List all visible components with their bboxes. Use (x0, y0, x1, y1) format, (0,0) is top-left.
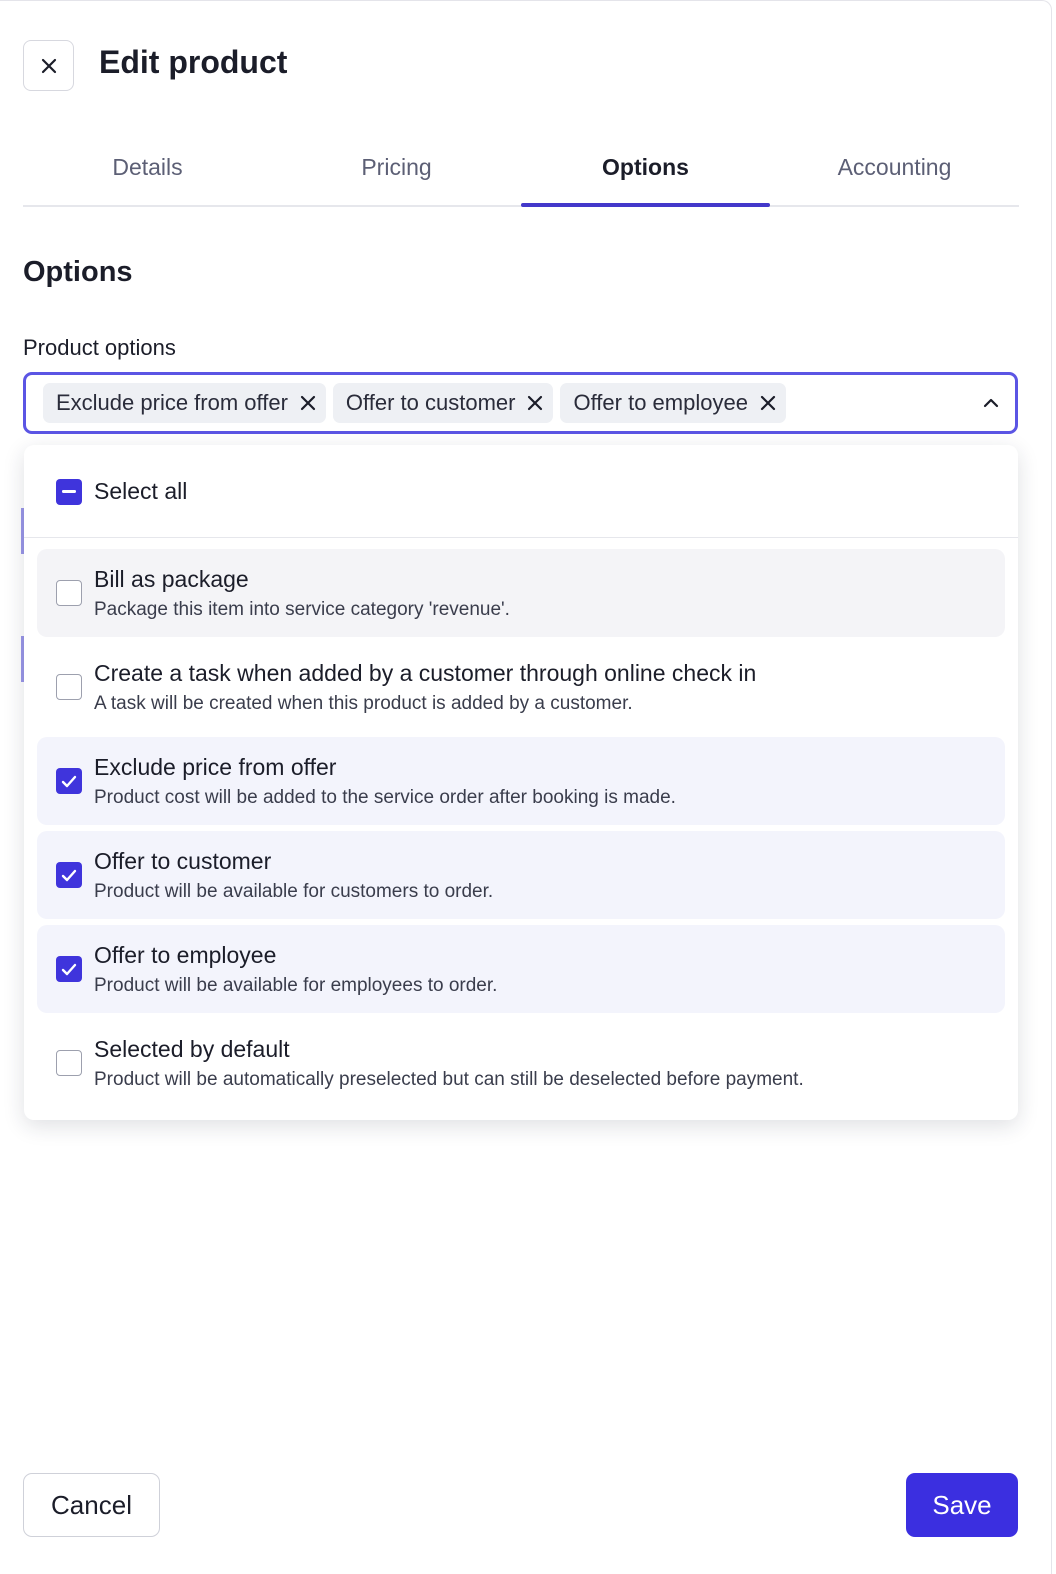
select-all-row[interactable] (24, 445, 1018, 538)
remove-chip-icon[interactable] (527, 395, 543, 411)
option-checkbox[interactable] (56, 1050, 82, 1076)
save-button[interactable]: Save (906, 1473, 1018, 1537)
chip-label: Exclude price from offer (56, 390, 288, 415)
option-checkbox[interactable] (56, 674, 82, 700)
option-offer-to-employee[interactable] (37, 925, 1005, 1013)
chip-offer-to-employee (560, 383, 785, 423)
section-title: Options (23, 256, 133, 288)
option-title: Offer to customer (94, 848, 272, 874)
tab-details[interactable]: Details (112, 154, 183, 180)
chevron-up-icon[interactable] (981, 393, 1001, 418)
close-button[interactable] (23, 40, 74, 91)
cancel-button[interactable]: Cancel (23, 1473, 160, 1537)
chip-offer-to-customer (333, 383, 554, 423)
option-create-task[interactable] (37, 643, 1005, 731)
option-checkbox[interactable] (56, 768, 82, 794)
select-all-label: Select all (94, 478, 188, 504)
tab-bar (23, 134, 1019, 207)
option-checkbox[interactable] (56, 580, 82, 606)
check-icon (61, 775, 77, 788)
option-offer-to-customer[interactable] (37, 831, 1005, 919)
remove-chip-icon[interactable] (300, 395, 316, 411)
minus-icon (62, 490, 76, 494)
select-all-checkbox[interactable] (56, 479, 82, 505)
check-icon (61, 963, 77, 976)
remove-chip-icon[interactable] (760, 395, 776, 411)
chip-label: Offer to customer (345, 390, 516, 415)
product-options-select[interactable] (23, 372, 1018, 434)
option-title: Selected by default (94, 1036, 290, 1062)
option-description: Product will be automatically preselected but can still be deselected before payment. (94, 1069, 804, 1090)
chip-exclude-price (43, 383, 326, 423)
option-description: A task will be created when this product is added by a customer. (94, 693, 633, 714)
product-options-label: Product options (23, 335, 176, 360)
option-title: Offer to employee (94, 942, 277, 968)
option-checkbox[interactable] (56, 862, 82, 888)
option-title: Create a task when added by a customer through online check in (94, 660, 757, 686)
tab-pricing[interactable]: Pricing (361, 154, 432, 180)
option-description: Product will be available for customers to order. (94, 881, 494, 902)
check-icon (61, 869, 77, 882)
option-description: Product cost will be added to the service order after booking is made. (94, 787, 676, 808)
page-title: Edit product (99, 44, 288, 80)
chip-label: Offer to employee (573, 390, 748, 415)
options-dropdown (24, 445, 1018, 1120)
option-description: Package this item into service category 'revenue'. (94, 599, 510, 620)
tab-options[interactable]: Options (521, 134, 770, 205)
option-title: Exclude price from offer (94, 754, 337, 780)
close-icon (40, 57, 58, 75)
option-description: Product will be available for employees to order. (94, 975, 498, 996)
option-selected-by-default[interactable] (37, 1019, 1005, 1107)
option-title: Bill as package (94, 566, 249, 592)
option-exclude-price[interactable] (37, 737, 1005, 825)
option-bill-as-package[interactable] (37, 549, 1005, 637)
option-checkbox[interactable] (56, 956, 82, 982)
tab-accounting[interactable]: Accounting (837, 154, 952, 180)
